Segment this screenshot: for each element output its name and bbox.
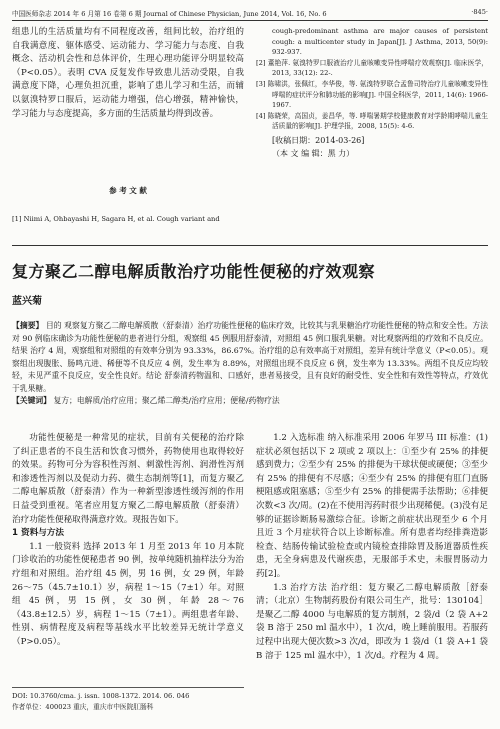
journal-header: 中国医师杂志 2014 年 6 月第 16 卷第 6 期 Journal of Chinese Physician, June 2014, Vol. 16, No. 6 (12, 10, 327, 18)
footnote (12, 687, 244, 712)
general-data-paragraph: 1.1 一般资料 选择 2013 年 1 月至 2013 年 10 月本院门诊收治的功能性便秘患者 90 例，按单纯随机抽样法分为治疗组和对照组。治疗组 45 例，男 16 例，女 29 例，年龄 26～75（45.7±10.1）岁，病程 1～15（7±1）年。对照组 45 例，男 15 例，女 30 例，年龄 28～76（43.8±12.5）岁，病程 1～15（7±1）。两组患者年龄、性别、病情程度及病程等基线水平比较差异无统计学意义（P>0.05）。 (12, 541, 244, 647)
abstract-text: 目的 观察复方聚乙二醇电解质散（舒泰清）治疗功能性便秘的临床疗效，比较其与乳果糖治疗功能性便秘的特点和安全性。方法 对 90 例临床确诊为功能性便秘的患者进行分组，观察组 45 例服用舒泰清，对照组 45 例口服乳果糖。对比观察两组的疗效和不良反应。结果 治疗 4 周，观察组和对照组的有效率分别为 93.33%，86.67%。治疗组的总有效率高于对照组，差异有统计学意义（P<0.05）。观察组出现腹胀、肠鸣亢进、稀便等不良反应 4 例，发生率为 8.89%，对照组出现不良反应 6 例，发生率为 13.33%。两组不良反应均较轻，未见严重不良反应，安全性良好。结论 舒泰清药物温和、口感好，患者易接受，且有良好的耐受性、安全性和有效性等特点，疗效优于乳果糖。 (12, 321, 488, 393)
received-date: [收稿日期：2014-03-26] (272, 135, 365, 145)
abstract-block (12, 320, 488, 408)
keywords (12, 395, 488, 408)
article-author: 蓝兴菊 (12, 296, 42, 307)
running-header (12, 8, 488, 20)
intro-paragraph: 功能性便秘是一种常见的症状，目前有关便秘的治疗除了纠正患者的不良生活和饮食习惯外，药物使用也取得较好的效果。药物可分为容积性泻剂、刺激性泻剂、润滑性泻剂和渗透性泻剂以及促动力药、微生态制剂等[1]，而复方聚乙二醇电解质散（舒泰清）作为一种新型渗透性缓泻剂的作用日益受到重视。笔者应用复方聚乙二醇电解质散（舒泰清）治疗功能性便秘取得满意疗效。现报告如下。 (12, 433, 244, 525)
author-affiliation: 作者单位：400023 重庆，重庆市中医院肛肠科 (12, 702, 154, 711)
treatment-method-paragraph: 1.3 治疗方法 治疗组：复方聚乙二醇电解质散［舒泰清；（北京）生物制药股份有限公司生产，批号：130104］是聚乙二醇 4000 与电解质的复方制剂，2 袋/d（2 袋 A+2 袋 B 溶于 250 ml 温水中），1 次/d，晚上睡前服用。若服药过程中出现大便次数>3 次/d，即改为 1 袋/d（1 袋 A+1 袋 B 溶于 125 ml 温水中），1 次/d。疗程为 4 周。 (256, 582, 488, 661)
section-heading-methods: 1 资料与方法 (12, 528, 64, 539)
reference-list-right (256, 26, 488, 160)
article-title: 复方聚乙二醇电解质散治疗功能性便秘的疗效观察 (12, 262, 376, 281)
reference-list-left (12, 214, 244, 225)
keywords-text: 复方；电解质/治疗应用；聚乙烯二醇类/治疗应用；便秘/药物疗法 (53, 396, 280, 405)
references-heading: 参 考 文 献 (109, 186, 147, 195)
prev-article-left (12, 26, 244, 121)
abstract (12, 320, 488, 395)
reference-1-continued: cough-predominant asthma are major causes of persistent cough: a multicenter study in Japan[J]. J Asthma, 2013, 50(9): 932-937. (272, 27, 488, 57)
header-rule (12, 20, 488, 21)
keywords-label: 【关键词】 (12, 396, 51, 405)
reference-1: [1] Niimi A, Ohbayashi H, Sagara H, et al. Cough variant and (12, 215, 220, 223)
page-number: ·845· (471, 8, 488, 16)
doi-line: DOI: 10.3760/cma. j. issn. 1008-1372. 2014. 06. 046 (12, 692, 190, 700)
editor-note: （本 文 编 辑：黑 力） (272, 148, 355, 158)
reference-2: [2] 董艳萍. 氨溴特罗口服液治疗儿童咳嗽变异性哮喘疗效观察[J]. 临床医学，2013, 33(12): 22-. (256, 58, 488, 78)
inclusion-criteria-paragraph: 1.2 入选标准 纳入标准采用 2006 年罗马 III 标准：(1)症状必须包括以下 2 项或 2 项以上：①至少有 25% 的排便感到费力；②至少有 25% 的排便为干球状便或硬便；③至少有 25% 的排便有不尽感；④至少有 25% 的排便有肛门直肠梗阻感或阻塞感；⑤至少有 25% 的排便需手法帮助；⑥排便次数<3 次/周。(2)在不使用泻药时很少出现稀便。(3)没有足够的证据诊断肠易激综合征。诊断之前症状出现至少 6 个月且近 3 个月症状符合以上诊断标准。所有患者均经排粪造影检查、结肠传输试验检查或内镜检查排除胃及肠道器质性疾患，无全身病患及代谢疾患，无服部手术史，未服胃肠动力药[2]。 (256, 433, 488, 579)
reference-3: [3] 陈啸洪，张佩红，李华俊，等. 氨溴特罗联合孟鲁司特治疗儿童咳嗽变异性哮喘的症状评分和肺功能的影响[J]. 中国全科医学，2011, 14(6): 1966-1967. (256, 79, 488, 110)
abstract-label: 【摘要】 (12, 321, 44, 330)
prev-article-paragraph: 组患儿的生活质量均有不同程度改善，组间比较，治疗组的自我满意度、躯体感受、运动能力、学习能力与态度、自我概念、活动机会性和总体评价，生理心理功能评分明显较高（P<0.05）。表明 CVA 反复发作导致患儿活动受限，自我满意度下降，心理负担沉重，影响了患儿学习和生活，而辅以氨溴特罗口服后，运动能力增强，信心增强，精神愉快，学习能力与态度提高，多方面的生活质量均得到改善。 (12, 27, 244, 119)
body-right-column (256, 432, 488, 663)
body-left-column (12, 432, 244, 650)
article-separator (12, 245, 488, 246)
reference-4: [4] 陈晓荣，高国贞，姜昌华，等. 哮喘暑期学校健康教育对学龄期哮喘儿童生活质量的影响[J]. 护理学报，2008, 15(5): 4-6. (256, 111, 488, 131)
